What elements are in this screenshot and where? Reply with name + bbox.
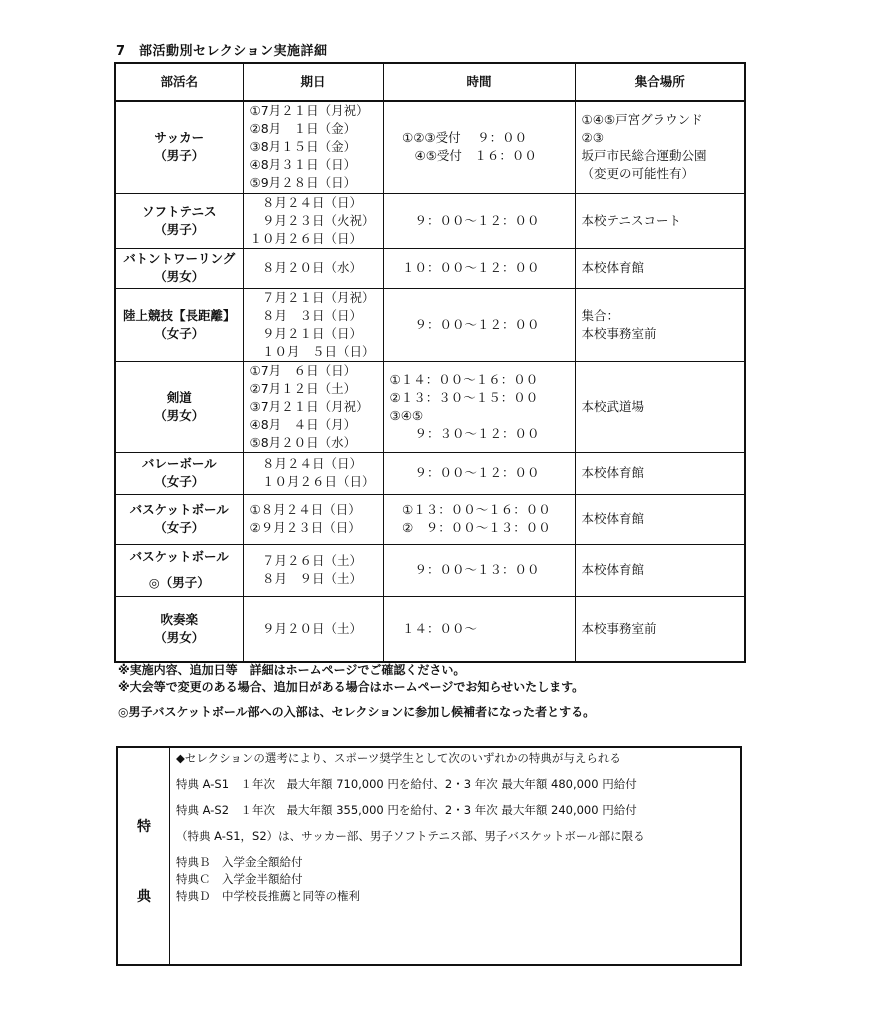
header-time: 時間 [383,63,575,101]
benefit-side-char-2: 典 [137,889,151,905]
benefit-line: 特典Ｂ 入学金全額給付 [176,855,303,869]
note-2: ※大会等で変更のある場合、追加日がある場合はホームページでお知らせいたします。 [118,680,585,694]
place-line: 本校体育館 [581,562,645,577]
club-cell [115,361,243,452]
benefit-spacer [176,845,736,854]
time-line: ９：００～１２：００ [389,316,540,332]
club-group: （男女） [154,407,205,423]
table-row [115,248,745,288]
place-line: 本校事務室前 [581,325,657,341]
club-name: バスケットボール [129,549,229,564]
notes [118,662,595,721]
dates-cell [243,596,383,662]
benefit-line: 特典 A-S1 １年次 最大年額 710,000 円を給付、2・3 年次 最大年額 480,000 円給付 [176,777,637,791]
date-line: ②９月２３日（日） [249,520,361,535]
club-name: サッカー [154,130,205,146]
club-name: バトントワーリング [123,251,236,266]
place-line: （変更の可能性有） [581,166,695,182]
place-line: 本校体育館 [581,465,645,480]
time-cell [383,101,575,193]
club-group: ◎（男子） [148,575,210,590]
table-row [115,361,745,452]
club-group: （女子） [154,520,205,535]
place-cell [575,544,745,596]
table-row [115,452,745,494]
date-line: ①7月 ６日（日） [249,362,357,378]
place-line: 本校武道場 [581,398,645,414]
club-name: バスケットボール [129,502,229,517]
date-line: ①８月２４日（日） [249,502,361,517]
date-line: ９月２３日（火祝） [249,212,375,228]
benefit-side-label [118,748,170,964]
club-cell [115,494,243,544]
date-line: ⑤8月２０日（水） [249,434,357,450]
table-row [115,544,745,596]
time-cell [383,596,575,662]
date-line: ８月 ９日（土） [249,571,363,586]
note-3: ◎男子バスケットボール部への入部は、セレクションに参加し候補者になった者とする。 [118,705,596,719]
benefit-spacer [176,767,736,776]
date-line: ③7月２１日（月祝） [249,398,369,414]
time-cell [383,452,575,494]
time-cell [383,193,575,248]
date-line: ①7月２１日（月祝） [249,103,369,119]
club-cell [115,596,243,662]
benefit-side-char-1: 特 [137,819,151,835]
benefit-line: 特典 A-S2 １年次 最大年額 355,000 円を給付、2・3 年次 最大年額 240,000 円給付 [176,803,637,817]
time-line: ９：００～１２：００ [389,212,540,228]
benefit-line: 特典Ｄ 中学校長推薦と同等の権利 [176,889,360,903]
club-group: （男女） [154,269,205,284]
club-group: （女子） [154,474,205,489]
table-row [115,288,745,361]
club-name: 陸上競技【長距離】 [122,307,236,323]
benefit-line: （特典 A-S1，S2）は、サッカー部、男子ソフトテニス部、男子バスケットボール部に限る [176,829,645,843]
table-header-row [115,63,745,101]
dates-cell [243,288,383,361]
place-cell [575,248,745,288]
club-cell [115,248,243,288]
club-group: （男子） [154,221,205,237]
date-line: ④8月３１日（日） [249,157,357,173]
table-row [115,101,745,193]
time-line: ①１４：００～１６：００ [389,371,539,387]
header-place: 集合場所 [575,63,745,101]
time-line: ② ９：００～１３：００ [389,520,551,535]
club-group: （男子） [154,148,205,164]
selection-schedule-table [114,62,746,663]
date-line: ③8月１５日（金） [249,139,357,155]
dates-cell [243,248,383,288]
time-cell [383,361,575,452]
place-cell [575,288,745,361]
section-heading: 7 部活動別セレクション実施詳細 [116,44,328,59]
time-line: ②１３：３０～１５：００ [389,389,539,405]
date-line: ④8月 ４日（月） [249,416,357,432]
date-line: ⑤9月２８日（日） [249,175,357,191]
time-line: ③④⑤ [389,407,424,423]
place-line: 本校事務室前 [581,620,657,636]
place-line: ②③ [581,130,604,146]
benefit-spacer [176,793,736,802]
club-name: ソフトテニス [141,203,217,219]
date-line: １０月 ５日（日） [249,343,375,359]
dates-cell [243,101,383,193]
time-cell [383,288,575,361]
time-line: ９：００～１２：００ [389,465,540,480]
date-line: １０月２６日（日） [249,230,363,246]
club-group: （女子） [154,325,205,341]
time-line: １０：００～１２：００ [389,260,540,275]
benefit-line: ◆セレクションの選考により、スポーツ奨学生として次のいずれかの特典が与えられる [176,751,621,765]
time-line: ④⑤受付 １６：００ [389,148,537,164]
place-line: 本校体育館 [581,260,645,275]
place-cell [575,101,745,193]
place-cell [575,494,745,544]
time-cell [383,248,575,288]
place-cell [575,596,745,662]
table-row [115,494,745,544]
place-cell [575,361,745,452]
club-name: バレーボール [141,456,217,471]
date-line: ②8月 １日（金） [249,121,357,137]
club-cell [115,193,243,248]
benefit-line: 特典Ｃ 入学金半額給付 [176,872,303,886]
dates-cell [243,452,383,494]
date-line: ８月２０日（水） [249,260,363,275]
note-1: ※実施内容、追加日等 詳細はホームページでご確認ください。 [118,663,466,677]
club-name: 吹奏楽 [160,611,198,627]
time-line: ９：３０～１２：００ [389,425,540,441]
club-cell [115,452,243,494]
club-cell [115,544,243,596]
dates-cell [243,544,383,596]
date-line: ７月２１日（月祝） [249,289,375,305]
club-cell [115,101,243,193]
dates-cell [243,361,383,452]
table-row [115,193,745,248]
club-group: （男女） [154,629,205,645]
dates-cell [243,494,383,544]
dates-cell [243,193,383,248]
benefit-body [176,750,736,905]
date-line: ７月２６日（土） [249,553,363,568]
time-line: ①②③受付 ９：００ [389,130,528,146]
date-line: ９月２１日（日） [249,325,363,341]
benefit-box [116,746,742,966]
club-cell [115,288,243,361]
date-line: ８月２４日（日） [249,456,363,471]
date-line: ９月２０日（土） [249,620,363,636]
benefit-spacer [176,819,736,828]
time-cell [383,494,575,544]
place-cell [575,193,745,248]
date-line: ８月２４日（日） [249,194,363,210]
time-line: ①１３：００～１６：００ [389,502,551,517]
time-cell [383,544,575,596]
header-club: 部活名 [115,63,243,101]
date-line: ８月 ３日（日） [249,307,363,323]
place-line: ①④⑤戸宮グラウンド [581,112,703,128]
place-line: 本校テニスコート [581,212,682,228]
place-line: 坂戸市民総合運動公園 [581,148,707,164]
date-line: ②7月１２日（土） [249,380,357,396]
place-line: 本校体育館 [581,511,645,526]
club-name: 剣道 [166,389,192,405]
header-dates: 期日 [243,63,383,101]
table-row [115,596,745,662]
date-line: １０月２６日（日） [249,474,375,489]
place-cell [575,452,745,494]
time-line: １４：００～ [389,620,478,636]
place-line: 集合： [581,307,620,323]
time-line: ９：００～１３：００ [389,562,540,577]
